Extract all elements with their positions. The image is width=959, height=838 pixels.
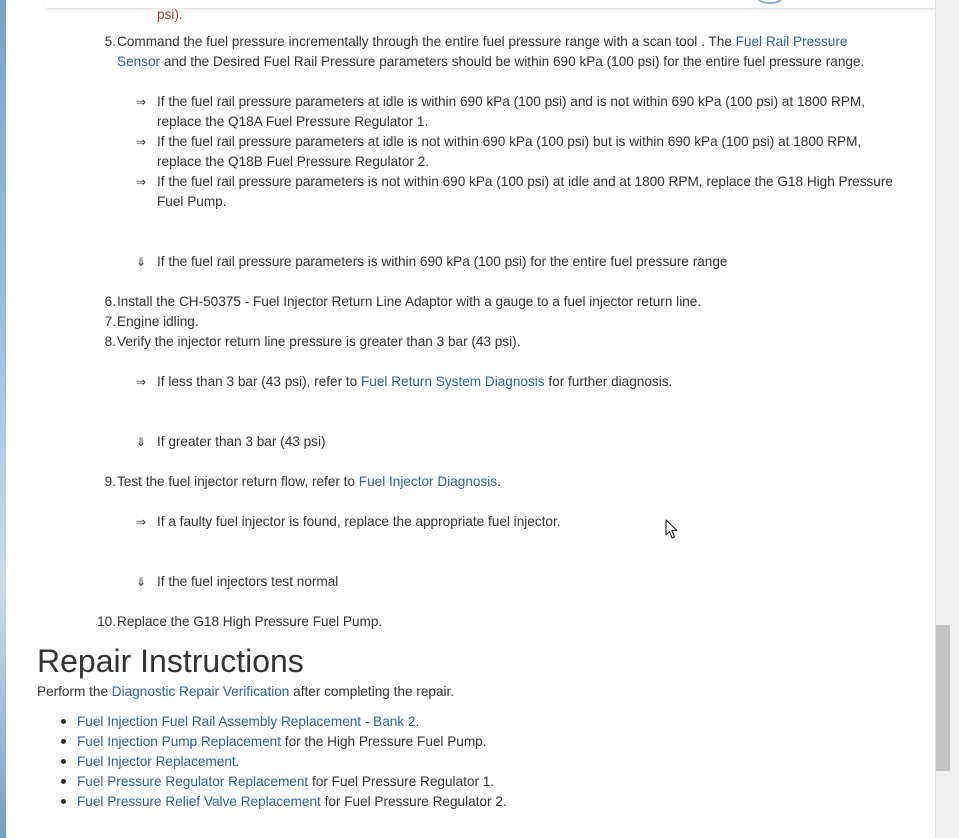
mouse-pointer-icon [665, 519, 679, 541]
document-page [6, 0, 935, 838]
step-number: 8. [104, 334, 116, 349]
fuel-pressure-regulator-replacement-link[interactable]: Fuel Pressure Regulator Replacement [77, 774, 309, 789]
result-text: If less than 3 bar (43 psi), refer to Fuel Return System Diagnosis for further diagnosis. [157, 374, 673, 389]
result-text: If the fuel rail pressure parameters at idle is within 690 kPa (100 psi) and is not within 690 kPa (100 psi) at 1800 RPM, [157, 94, 865, 109]
right-arrow-icon: ⇒ [136, 175, 147, 189]
next-step-condition: If greater than 3 bar (43 psi) [157, 434, 326, 449]
fuel-rail-assembly-replacement-link[interactable]: Fuel Injection Fuel Rail Assembly Replacement - Bank 2. [77, 714, 420, 729]
repair-intro: Perform the Diagnostic Repair Verification after completing the repair. [37, 684, 455, 699]
step-5-text: Command the fuel pressure incrementally through the entire fuel pressure range with a scan tool . The Fuel Rail Pressure [117, 34, 848, 49]
result-text: replace the Q18A Fuel Pressure Regulator 1. [157, 114, 429, 129]
bullet-icon [61, 799, 66, 804]
fuel-injection-pump-replacement-link[interactable]: Fuel Injection Pump Replacement [77, 734, 282, 749]
result-text: If the fuel rail pressure parameters is not within 690 kPa (100 psi) at idle and at 1800 RPM, replace the G18 High Pressure [157, 174, 893, 189]
step-number: 7. [104, 314, 116, 329]
list-item: Fuel Pressure Relief Valve Replacement for Fuel Pressure Regulator 2. [77, 794, 507, 809]
fuel-rail-pressure-sensor-link[interactable]: Fuel Rail Pressure [735, 34, 848, 49]
bullet-icon [61, 779, 66, 784]
fuel-pressure-relief-valve-replacement-link[interactable]: Fuel Pressure Relief Valve Replacement [77, 794, 321, 809]
down-arrow-icon: ⇓ [136, 255, 147, 269]
step-5-text-line2: Sensor and the Desired Fuel Rail Pressure parameters should be within 690 kPa (100 psi) for the entire fuel pressure range. [117, 54, 865, 69]
diagnostic-repair-verification-link[interactable]: Diagnostic Repair Verification [111, 684, 290, 699]
list-item [77, 752, 239, 772]
step-6-text: Install the CH-50375 - Fuel Injector Return Line Adaptor with a gauge to a fuel injector return line. [117, 294, 702, 309]
scrollbar-thumb[interactable] [936, 625, 950, 771]
down-arrow-icon: ⇓ [136, 435, 147, 449]
bullet-icon [61, 739, 66, 744]
fuel-injector-replacement-link[interactable]: Fuel Injector Replacement. [77, 754, 240, 769]
next-step-condition: If the fuel injectors test normal [157, 574, 339, 589]
bullet-icon [61, 719, 66, 724]
result-text: Fuel Pump. [157, 194, 227, 209]
list-item: Fuel Injection Pump Replacement for the High Pressure Fuel Pump. [77, 734, 487, 749]
next-step-condition: If the fuel rail pressure parameters is within 690 kPa (100 psi) for the entire fuel pressure range [157, 254, 728, 269]
repair-instructions-heading: Repair Instructions [37, 643, 304, 679]
result-text: If the fuel rail pressure parameters at idle is not within 690 kPa (100 psi) but is within 690 kPa (100 psi) at 1800 RPM, [157, 134, 862, 149]
result-text: replace the Q18B Fuel Pressure Regulator 2. [157, 154, 430, 169]
right-arrow-icon: ⇒ [136, 375, 147, 389]
right-arrow-icon: ⇒ [136, 95, 147, 109]
down-arrow-icon: ⇓ [136, 575, 147, 589]
step-number: 9. [104, 474, 116, 489]
step-number: 10. [97, 614, 116, 629]
list-item [77, 712, 419, 732]
bullet-icon [61, 759, 66, 764]
previous-step-fragment: psi). [157, 7, 183, 22]
fuel-return-system-diagnosis-link[interactable]: Fuel Return System Diagnosis [361, 374, 545, 389]
step-10-text: Replace the G18 High Pressure Fuel Pump. [117, 614, 383, 629]
fuel-rail-pressure-sensor-link-cont[interactable]: Sensor [117, 54, 161, 69]
step-number: 6. [104, 294, 116, 309]
step-7-text: Engine idling. [117, 314, 199, 329]
fuel-injector-diagnosis-link[interactable]: Fuel Injector Diagnosis [358, 474, 498, 489]
right-arrow-icon: ⇒ [136, 515, 147, 529]
list-item: Fuel Pressure Regulator Replacement for Fuel Pressure Regulator 1. [77, 774, 495, 789]
right-arrow-icon: ⇒ [136, 135, 147, 149]
step-9-text: Test the fuel injector return flow, refer to Fuel Injector Diagnosis. [117, 474, 501, 489]
step-number: 5. [104, 34, 116, 49]
result-text: If a faulty fuel injector is found, replace the appropriate fuel injector. [157, 514, 561, 529]
step-8-text: Verify the injector return line pressure is greater than 3 bar (43 psi). [117, 334, 521, 349]
